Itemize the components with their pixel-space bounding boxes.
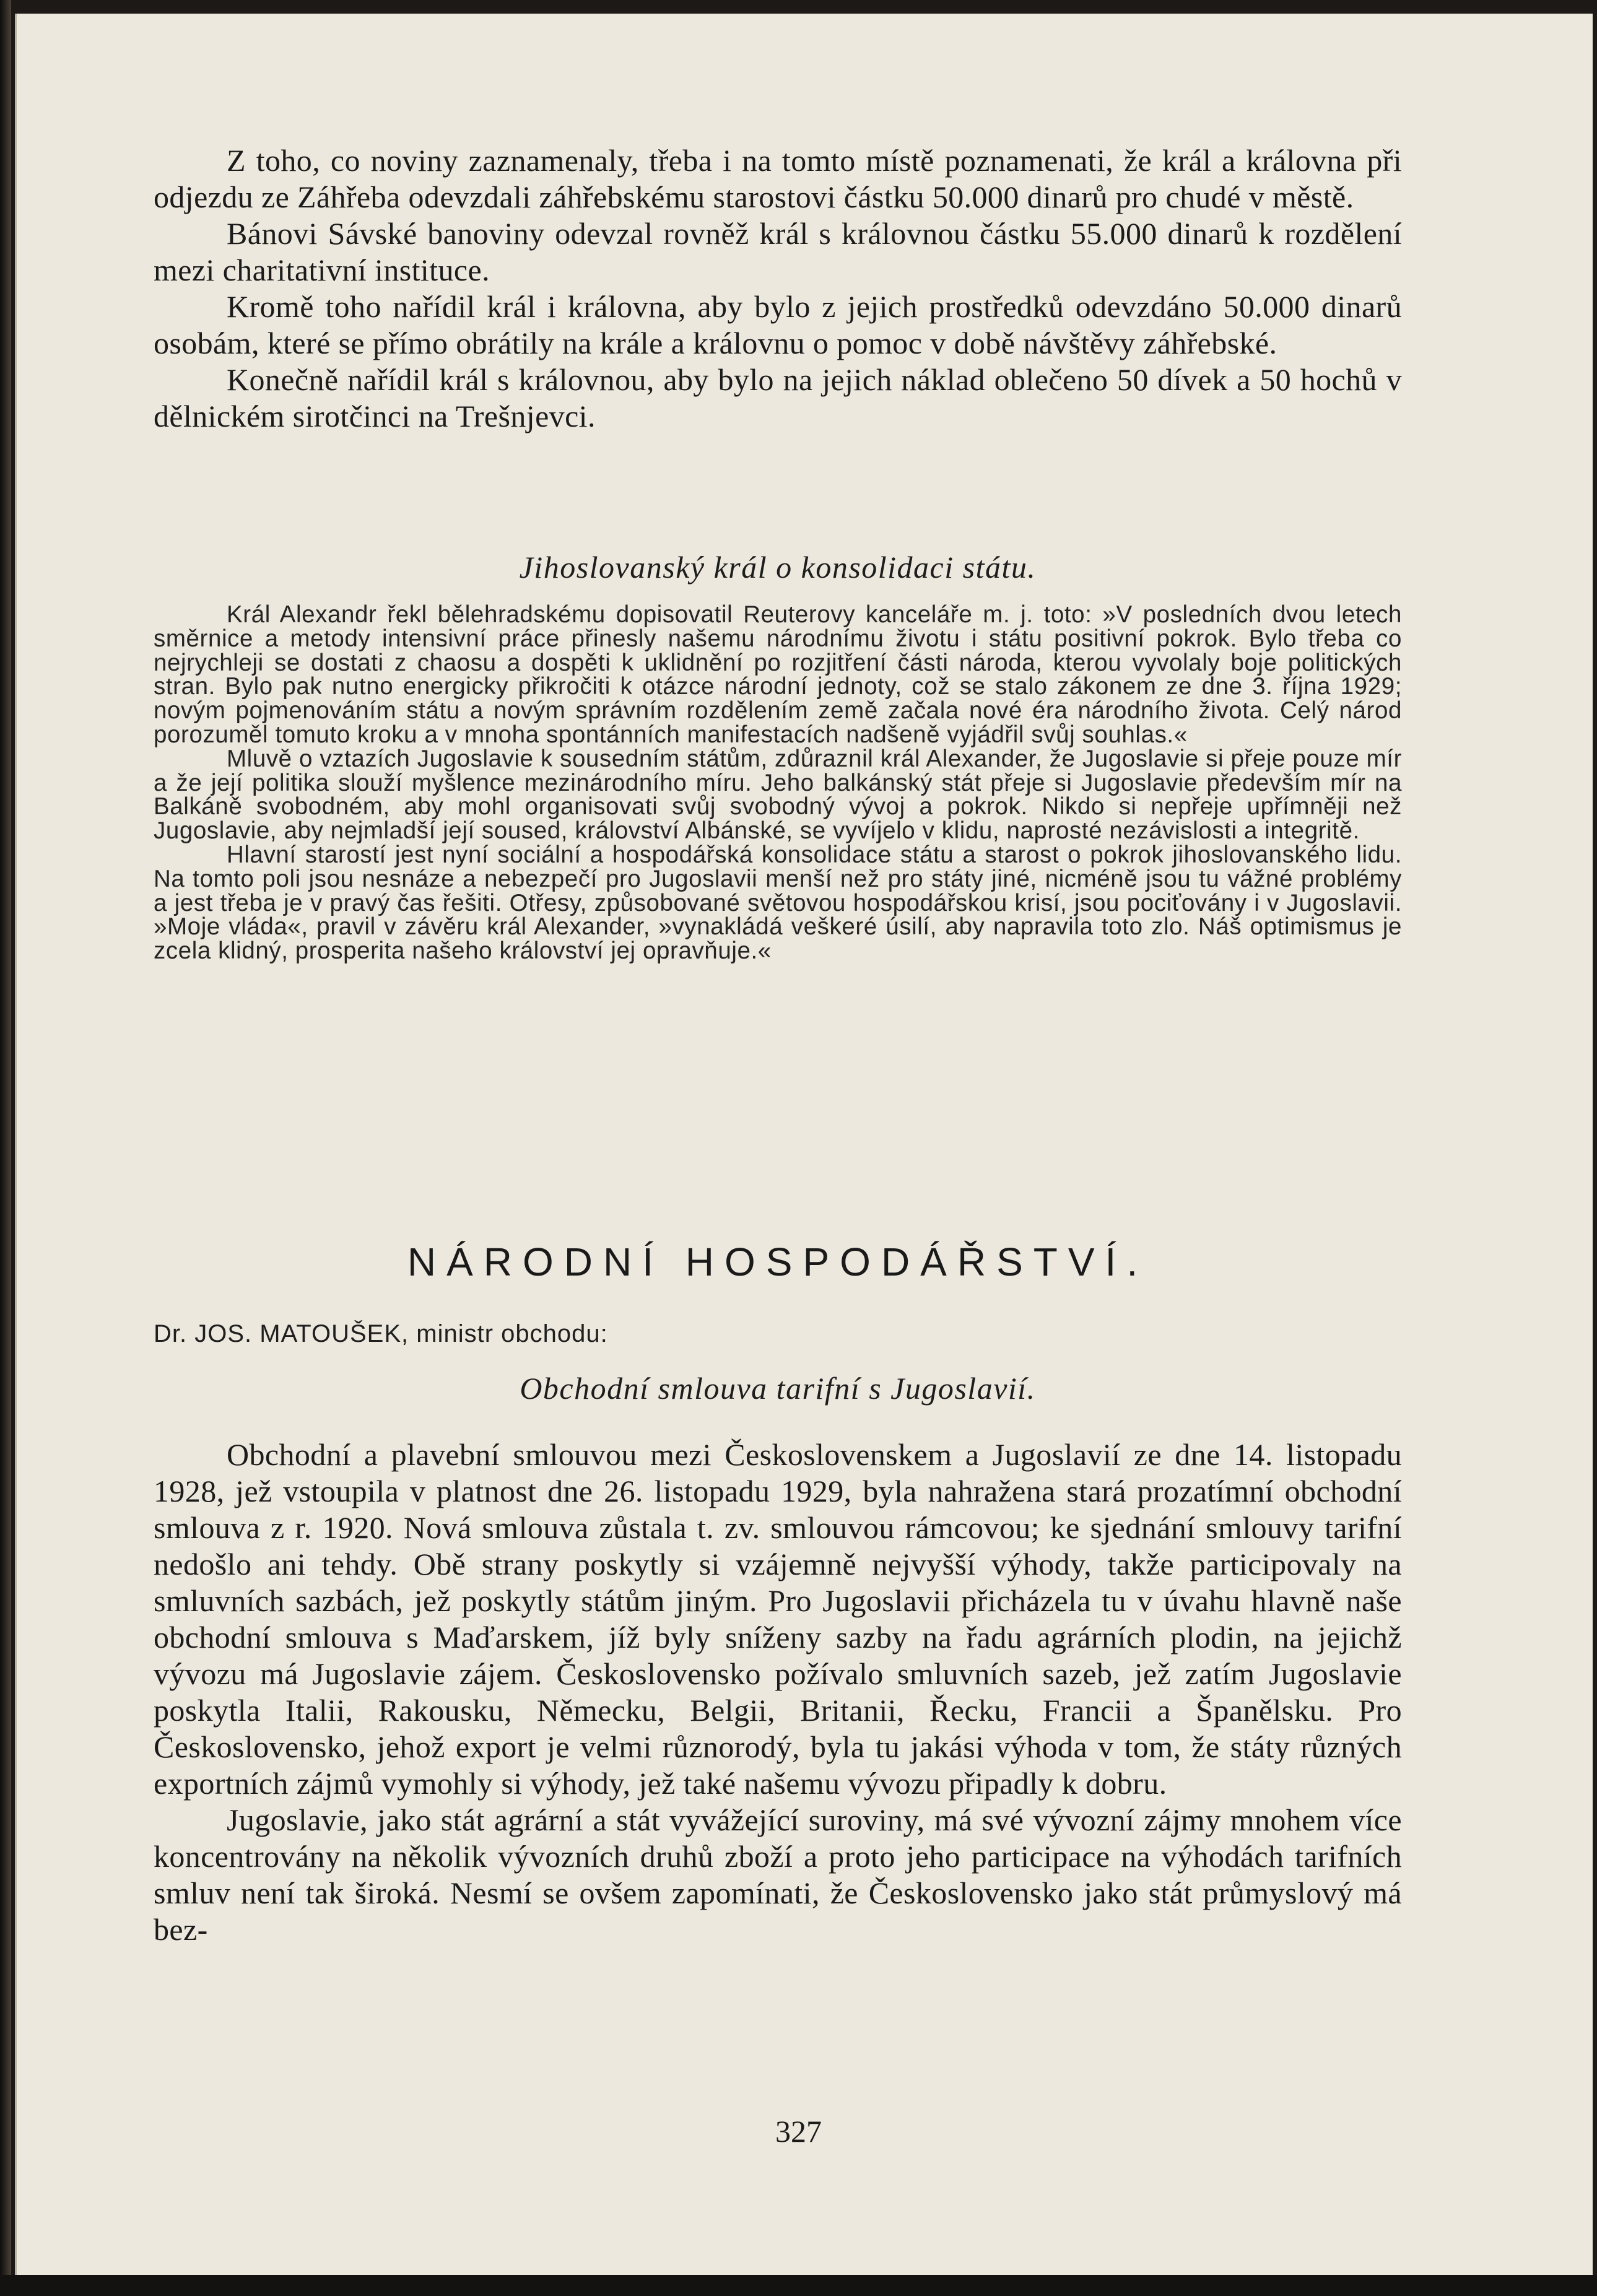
intro-paragraph: Konečně nařídil král s královnou, aby bylo na jejich náklad oblečeno 50 dívek a 50 hochů v dělnickém sirotčinci na Trešnjevci. — [154, 362, 1402, 433]
subheading-king-text: Jihoslovanský král o konsolidaci státu. — [519, 550, 1037, 585]
article-paragraph: Obchodní a plavební smlouvou mezi Československem a Jugoslavií ze dne 14. listopadu 1928, jež vstoupila v platnost dne 26. listopadu 1929, byla nahražena stará prozatímní obchodní smlouva z r. 1920. Nová smlouva zůstala t. zv. smlouvou rámcovou; ke sjednání smlouvy tarifní nedošlo ani tehdy. Obě strany poskytly si vzájemně nejvyšší výhody, takže participovaly na smluvních sazbách, jež poskytly státům jiným. Pro Jugoslavii přicházela tu v úvahu hlavně naše obchodní smlouva s Maďarskem, jíž byly sníženy sazby na řadu agrárních plodin, na jejichž vývozu má Jugoslavie zájem. Československo požívalo smluvních sazeb, jež zatím Jugoslavie poskytla Italii, Rakousku, Německu, Belgii, Britanii, Řecku, Francii a Španělsku. Pro Československo, jehož export je velmi různorodý, byla tu jakási výhoda v tom, že státy různých exportních zájmů vymohly si výhody, jež také našemu vývozu připadly k dobru. — [154, 1437, 1402, 1801]
small-paragraph: Mluvě o vztazích Jugoslavie k sousedním státům, zdůraznil král Alexander, že Jugoslavie si přeje pouze mír a že její politika slouží myšlence mezinárodního míru. Jeho balkánský stát přeje si Jugoslavie především mír na Balkáně svobodném, aby mohl organisovati svůj svobodný vývoj a pokrok. Nikdo si nepřeje upřímněji než Jugoslavie, aby nejmladší její soused, království Albánské, se vyvíjelo v klidu, naprosté nezávislosti a integritě. — [154, 745, 1402, 845]
intro-paragraph: Z toho, co noviny zaznamenaly, třeba i na tomto místě poznamenati, že král a královna při odjezdu ze Záhřeba odevzdali záhřebskému starostovi částku 50.000 dinarů pro chudé v městě. — [154, 143, 1402, 214]
byline-block — [154, 1319, 1402, 1349]
page-number: 327 — [775, 2114, 822, 2149]
intro-paragraph: Kromě toho nařídil král i královna, aby bylo z jejich prostředků odevzdáno 50.000 dinarů osobám, které se přímo obrátily na krále a královnu o pomoc v době návštěvy záhřebské. — [154, 289, 1402, 360]
subheading-king — [154, 549, 1402, 586]
page-bottom-shadow — [0, 2275, 1597, 2296]
article-paragraph: Jugoslavie, jako stát agrární a stát vyvážející suroviny, má své vývozní zájmy mnohem více koncentrovány na několik vývozních druhů zboží a proto jeho participace na výhodách tarifních smluv není tak široká. Nesmí se ovšem zapomínati, že Československo jako stát průmyslový má bez- — [154, 1802, 1402, 1947]
king-statement-block — [154, 603, 1402, 963]
intro-paragraph: Bánovi Sávské banoviny odevzal rovněž král s královnou částku 55.000 dinarů k rozdělení mezi charitativní instituce. — [154, 216, 1402, 287]
section-title: NÁRODNÍ HOSPODÁŘSTVÍ. — [407, 1240, 1149, 1284]
small-paragraph: Hlavní starostí jest nyní sociální a hospodářská konsolidace státu a starost o pokrok jihoslovanského lidu. Na tomto poli jsou nesnáze a nebezpečí pro Jugoslavii menší než pro státy jiné, nicméně jsou tu vážné problémy a jest třeba je v pravý čas řešiti. Otřesy, způsobované světovou hospodářskou krisí, jsou pociťovány i v Jugoslavii. »Moje vláda«, pravil v závěru král Alexander, »vynakládá veškeré úsilí, aby napravila toto zlo. Náš optimismus je zcela klidný, prosperita našeho království jej opravňuje.« — [154, 841, 1402, 965]
subheading-treaty-text: Obchodní smlouva tarifní s Jugoslavií. — [520, 1371, 1036, 1406]
author-byline: Dr. JOS. MATOUŠEK, ministr obchodu: — [154, 1320, 608, 1347]
intro-block — [154, 142, 1402, 435]
subheading-treaty — [154, 1370, 1402, 1407]
small-paragraph: Král Alexandr řekl bělehradskému dopisovatil Reuterovy kanceláře m. j. toto: »V posledních dvou letech směrnice a metody intensivní práce přinesly našemu národnímu životu i státu positivní pokrok. Bylo třeba co nejrychleji se dostati z chaosu a dospěti k uklidnění po rozjitření části národa, kterou vyvolaly boje politických stran. Bylo pak nutno energicky přikročiti k otázce národní jednoty, což se stalo zákonem ze dne 3. října 1929; novým pojmenováním státu a novým správním rozdělením země začala nové éra národního života. Celý národ porozuměl tomuto kroku a v mnoha spontánních manifestacích nadšeně vyjádřil svůj souhlas.« — [154, 601, 1402, 748]
book-binding-shadow — [0, 0, 11, 2296]
article-block — [154, 1437, 1402, 1948]
section-heading — [154, 1237, 1402, 1287]
